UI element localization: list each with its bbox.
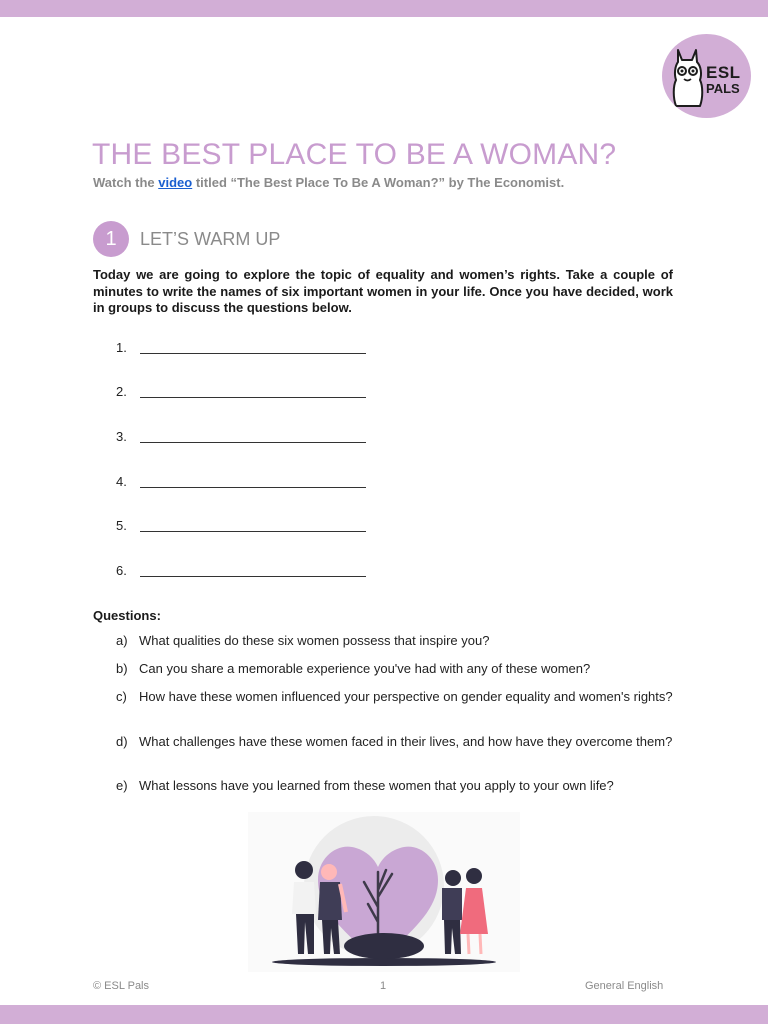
footer-course: General English (585, 980, 664, 992)
page-title: THE BEST PLACE TO BE A WOMAN? (92, 138, 617, 171)
name-blank-5[interactable] (116, 518, 366, 533)
name-blank-6[interactable] (116, 563, 366, 578)
footer-page-number: 1 (380, 980, 387, 992)
questions-label: Questions: (93, 608, 161, 623)
question-c (116, 688, 676, 705)
subtitle (93, 175, 564, 190)
question-letter: c) (116, 689, 127, 704)
intro-paragraph: Today we are going to explore the topic of equality and women’s rights. Take a couple of minutes to write the names of six important women in your life. Once you have decided, work in groups to discuss the questions below. (93, 267, 673, 315)
question-text: What lessons have you learned from these women that you apply to your own life? (139, 778, 614, 793)
question-letter: b) (116, 661, 128, 676)
question-letter: a) (116, 633, 128, 648)
name-blank-4[interactable] (116, 474, 366, 489)
question-letter: d) (116, 734, 128, 749)
blank-number: 6. (116, 563, 127, 578)
question-b (116, 660, 676, 677)
esl-pals-logo (662, 34, 751, 118)
blank-line (140, 442, 366, 443)
question-letter: e) (116, 778, 128, 793)
footer-copyright: © ESL Pals (93, 980, 149, 992)
name-blank-2[interactable] (116, 384, 366, 399)
question-text: How have these women influenced your perspective on gender equality and women's rights? (139, 689, 673, 704)
video-link[interactable]: video (158, 175, 193, 190)
blank-number: 1. (116, 340, 127, 355)
section-title: LET’S WARM UP (140, 229, 281, 249)
logo-text-esl: ESL (706, 63, 741, 82)
blank-number: 5. (116, 518, 127, 533)
section-number-badge: 1 (93, 221, 129, 257)
question-a (116, 632, 676, 649)
name-blank-3[interactable] (116, 429, 366, 444)
blank-number: 3. (116, 429, 127, 444)
question-d (116, 733, 676, 750)
blank-line (140, 531, 366, 532)
subtitle-suffix: titled “The Best Place To Be A Woman?” by The Economist. (192, 175, 565, 190)
blank-number: 2. (116, 384, 127, 399)
blank-number: 4. (116, 474, 127, 489)
name-blank-1[interactable] (116, 340, 366, 355)
blank-line (140, 487, 366, 488)
logo-text-pals: PALS (706, 81, 740, 96)
blank-line (140, 397, 366, 398)
question-text: What qualities do these six women possess that inspire you? (139, 633, 490, 648)
bottom-bar (0, 1005, 768, 1024)
question-e (116, 777, 676, 794)
blank-line (140, 353, 366, 354)
question-text: What challenges have these women faced in their lives, and how have they overcome them? (139, 734, 673, 749)
blank-line (140, 576, 366, 577)
question-text: Can you share a memorable experience you've had with any of these women? (139, 661, 591, 676)
women-heart-illustration (248, 812, 520, 972)
subtitle-prefix: Watch the (93, 175, 159, 190)
llama-icon (670, 46, 706, 108)
top-bar (0, 0, 768, 17)
